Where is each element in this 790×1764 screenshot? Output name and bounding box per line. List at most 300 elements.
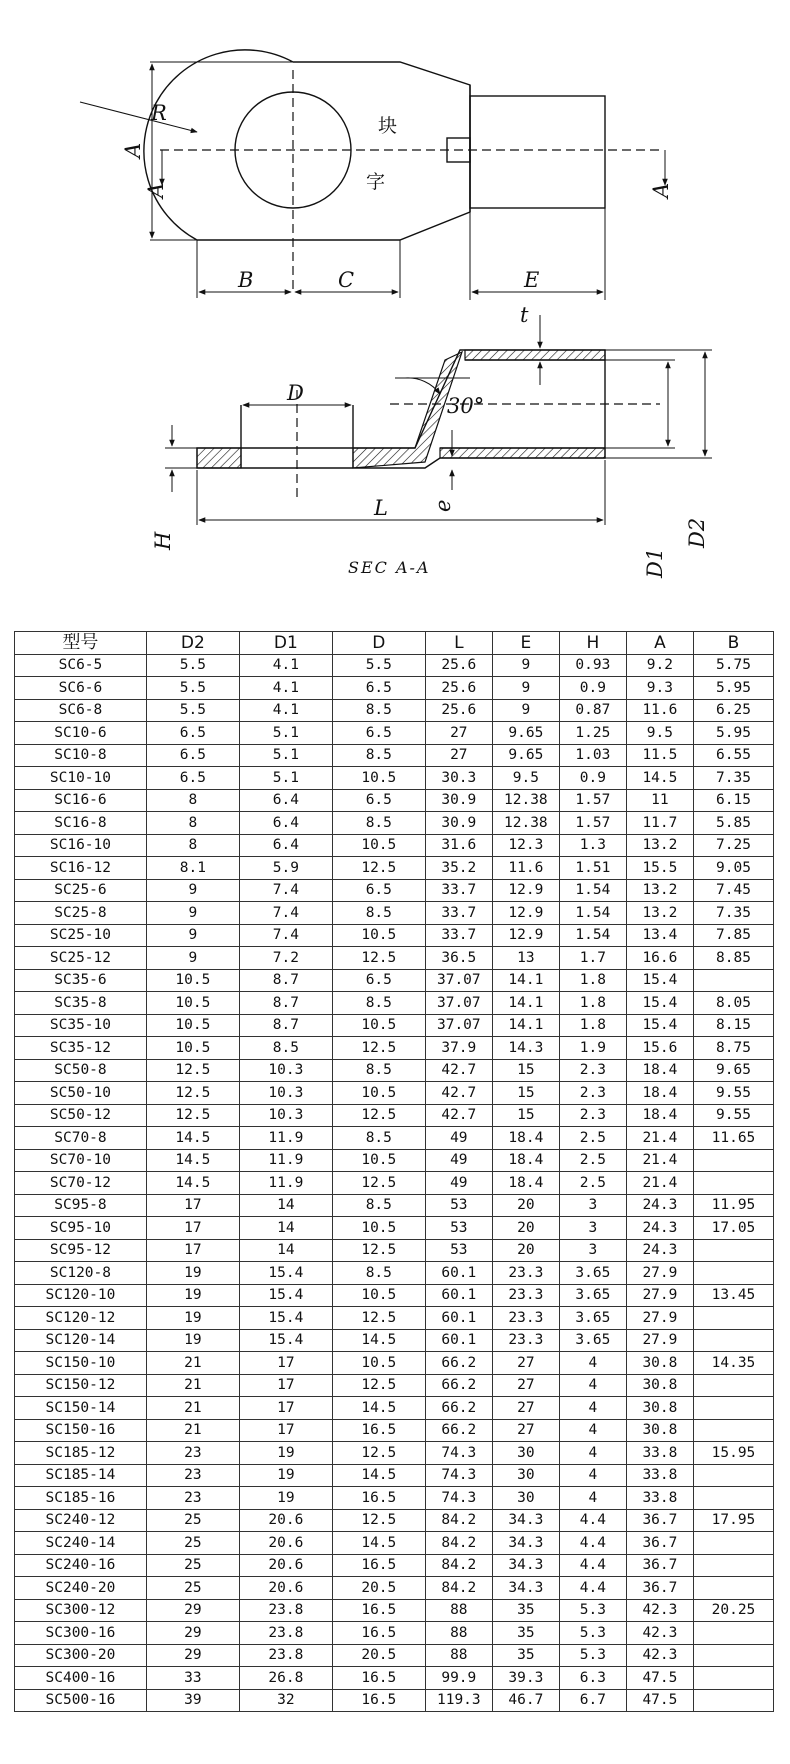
cell-b: 5.95 [693, 722, 773, 745]
cell-d2: 21 [146, 1352, 239, 1375]
cell-d2: 12.5 [146, 1104, 239, 1127]
cell-d2: 8.1 [146, 857, 239, 880]
cell-h: 1.54 [559, 924, 626, 947]
cell-model: SC185-16 [15, 1487, 147, 1510]
cell-d2: 10.5 [146, 992, 239, 1015]
table-row [15, 1554, 774, 1577]
cell-d2: 17 [146, 1217, 239, 1240]
cell-d: 8.5 [332, 1194, 425, 1217]
table-row [15, 1532, 774, 1555]
cell-a: 30.8 [626, 1374, 693, 1397]
cell-model: SC150-16 [15, 1419, 147, 1442]
cell-a: 15.6 [626, 1037, 693, 1060]
cell-l: 88 [425, 1599, 492, 1622]
cell-b: 8.05 [693, 992, 773, 1015]
cell-d1: 14 [239, 1217, 332, 1240]
cell-d2: 39 [146, 1689, 239, 1712]
cell-e: 12.38 [492, 789, 559, 812]
cell-h: 2.3 [559, 1059, 626, 1082]
section-mark-a-left: A [144, 182, 168, 198]
cell-d2: 21 [146, 1397, 239, 1420]
dim-label-b: B [238, 268, 254, 292]
cell-h: 1.54 [559, 902, 626, 925]
cell-d1: 6.4 [239, 834, 332, 857]
cell-a: 36.7 [626, 1509, 693, 1532]
cell-model: SC400-16 [15, 1667, 147, 1690]
cell-model: SC6-6 [15, 677, 147, 700]
cell-b [693, 1667, 773, 1690]
cell-l: 53 [425, 1217, 492, 1240]
dim-label-h: H [151, 531, 175, 550]
cell-e: 20 [492, 1194, 559, 1217]
table-row [15, 1442, 774, 1465]
section-view [151, 303, 712, 579]
cell-a: 9.5 [626, 722, 693, 745]
cell-h: 5.3 [559, 1599, 626, 1622]
cell-h: 3.65 [559, 1284, 626, 1307]
table-row [15, 654, 774, 677]
cell-l: 119.3 [425, 1689, 492, 1712]
cell-d1: 4.1 [239, 699, 332, 722]
table-row [15, 1172, 774, 1195]
cell-b: 5.75 [693, 654, 773, 677]
cell-d: 8.5 [332, 744, 425, 767]
cell-h: 2.5 [559, 1127, 626, 1150]
cell-model: SC300-20 [15, 1644, 147, 1667]
cell-a: 27.9 [626, 1307, 693, 1330]
cell-h: 4 [559, 1487, 626, 1510]
cell-h: 4 [559, 1374, 626, 1397]
cell-model: SC240-16 [15, 1554, 147, 1577]
section-mark-a-right: A [649, 182, 673, 198]
cell-d2: 9 [146, 879, 239, 902]
cell-e: 18.4 [492, 1127, 559, 1150]
cell-a: 47.5 [626, 1667, 693, 1690]
cell-e: 9 [492, 677, 559, 700]
cell-l: 37.07 [425, 1014, 492, 1037]
cell-model: SC185-14 [15, 1464, 147, 1487]
table-row [15, 1599, 774, 1622]
cell-d: 12.5 [332, 1509, 425, 1532]
cell-l: 60.1 [425, 1329, 492, 1352]
cell-d1: 4.1 [239, 654, 332, 677]
table-row [15, 1037, 774, 1060]
cell-d2: 29 [146, 1599, 239, 1622]
cell-l: 25.6 [425, 699, 492, 722]
cell-d: 16.5 [332, 1622, 425, 1645]
table-row [15, 879, 774, 902]
cell-h: 5.3 [559, 1644, 626, 1667]
cell-a: 11.7 [626, 812, 693, 835]
cell-d1: 15.4 [239, 1284, 332, 1307]
cell-d1: 6.4 [239, 812, 332, 835]
cell-e: 18.4 [492, 1172, 559, 1195]
cell-d1: 11.9 [239, 1172, 332, 1195]
cell-l: 42.7 [425, 1059, 492, 1082]
cell-model: SC50-8 [15, 1059, 147, 1082]
table-row [15, 1464, 774, 1487]
table-row [15, 1284, 774, 1307]
cell-e: 9 [492, 654, 559, 677]
cell-h: 1.03 [559, 744, 626, 767]
cell-d: 10.5 [332, 1284, 425, 1307]
cell-d1: 15.4 [239, 1329, 332, 1352]
cell-d1: 4.1 [239, 677, 332, 700]
cell-d2: 5.5 [146, 699, 239, 722]
cell-h: 4 [559, 1464, 626, 1487]
cell-d1: 11.9 [239, 1127, 332, 1150]
cell-b: 9.65 [693, 1059, 773, 1082]
cell-d2: 19 [146, 1329, 239, 1352]
cell-l: 49 [425, 1127, 492, 1150]
cell-d: 10.5 [332, 1014, 425, 1037]
cell-d: 12.5 [332, 1037, 425, 1060]
cell-d: 16.5 [332, 1487, 425, 1510]
cell-h: 3 [559, 1217, 626, 1240]
cell-d2: 17 [146, 1239, 239, 1262]
terminal-lug-drawing [0, 0, 790, 600]
cell-model: SC500-16 [15, 1689, 147, 1712]
cell-d: 5.5 [332, 654, 425, 677]
header-l: L [425, 632, 492, 655]
cell-h: 4.4 [559, 1509, 626, 1532]
cell-e: 35 [492, 1644, 559, 1667]
cell-b [693, 1307, 773, 1330]
stamp-char-1: 字 [366, 171, 386, 193]
cell-b [693, 1554, 773, 1577]
cell-d2: 9 [146, 924, 239, 947]
table-row [15, 767, 774, 790]
table-row [15, 812, 774, 835]
cell-d2: 25 [146, 1554, 239, 1577]
cell-l: 74.3 [425, 1487, 492, 1510]
cell-l: 88 [425, 1644, 492, 1667]
cell-h: 2.5 [559, 1149, 626, 1172]
stamp-char-2: 块 [378, 115, 398, 137]
cell-d: 10.5 [332, 924, 425, 947]
table-row [15, 1149, 774, 1172]
cell-h: 1.8 [559, 992, 626, 1015]
cell-d1: 5.1 [239, 722, 332, 745]
cell-e: 14.1 [492, 969, 559, 992]
cell-model: SC10-8 [15, 744, 147, 767]
cell-d: 6.5 [332, 722, 425, 745]
cell-b: 8.75 [693, 1037, 773, 1060]
cell-e: 9.65 [492, 722, 559, 745]
barrel-wall-top [465, 350, 605, 360]
table-row [15, 1194, 774, 1217]
table-row [15, 1352, 774, 1375]
cell-d: 10.5 [332, 767, 425, 790]
cell-model: SC10-6 [15, 722, 147, 745]
cell-d1: 19 [239, 1464, 332, 1487]
cell-model: SC120-14 [15, 1329, 147, 1352]
cell-e: 27 [492, 1397, 559, 1420]
cell-b: 9.55 [693, 1082, 773, 1105]
cell-e: 15 [492, 1082, 559, 1105]
cell-e: 14.1 [492, 992, 559, 1015]
cell-d2: 10.5 [146, 1037, 239, 1060]
table-row [15, 902, 774, 925]
cell-d2: 14.5 [146, 1127, 239, 1150]
cell-d: 6.5 [332, 677, 425, 700]
header-h: H [559, 632, 626, 655]
cell-h: 2.3 [559, 1104, 626, 1127]
table-row [15, 1622, 774, 1645]
cell-l: 66.2 [425, 1352, 492, 1375]
cell-l: 33.7 [425, 879, 492, 902]
cell-l: 53 [425, 1239, 492, 1262]
cell-e: 23.3 [492, 1307, 559, 1330]
cell-b [693, 1239, 773, 1262]
cell-d1: 23.8 [239, 1644, 332, 1667]
cell-d1: 26.8 [239, 1667, 332, 1690]
cell-l: 66.2 [425, 1374, 492, 1397]
cell-d: 12.5 [332, 857, 425, 880]
cell-e: 12.3 [492, 834, 559, 857]
table-row [15, 969, 774, 992]
cell-a: 30.8 [626, 1419, 693, 1442]
cell-d2: 14.5 [146, 1149, 239, 1172]
cell-h: 1.57 [559, 812, 626, 835]
cell-d2: 14.5 [146, 1172, 239, 1195]
cell-l: 88 [425, 1622, 492, 1645]
dim-label-r: R [151, 101, 167, 125]
cell-e: 20 [492, 1217, 559, 1240]
dim-label-e: E [524, 268, 540, 292]
cell-d1: 8.7 [239, 1014, 332, 1037]
cell-l: 27 [425, 722, 492, 745]
header-a: A [626, 632, 693, 655]
cell-l: 25.6 [425, 654, 492, 677]
cell-b: 13.45 [693, 1284, 773, 1307]
cell-b: 6.55 [693, 744, 773, 767]
cell-d: 8.5 [332, 902, 425, 925]
cell-d1: 7.4 [239, 902, 332, 925]
cell-e: 30 [492, 1487, 559, 1510]
cell-e: 12.9 [492, 879, 559, 902]
cell-d: 12.5 [332, 1374, 425, 1397]
cell-b [693, 1374, 773, 1397]
cell-model: SC300-12 [15, 1599, 147, 1622]
barrel-top [470, 96, 605, 208]
cell-a: 27.9 [626, 1329, 693, 1352]
dim-label-a: A [121, 142, 145, 158]
cell-e: 30 [492, 1464, 559, 1487]
cell-d: 12.5 [332, 1442, 425, 1465]
cell-b: 5.85 [693, 812, 773, 835]
cell-d2: 9 [146, 902, 239, 925]
cell-e: 34.3 [492, 1577, 559, 1600]
table-row [15, 677, 774, 700]
cell-h: 1.25 [559, 722, 626, 745]
table-row [15, 1644, 774, 1667]
cell-d: 14.5 [332, 1532, 425, 1555]
cell-model: SC25-12 [15, 947, 147, 970]
cell-a: 30.8 [626, 1397, 693, 1420]
cell-d2: 17 [146, 1194, 239, 1217]
cell-e: 27 [492, 1419, 559, 1442]
cell-h: 3.65 [559, 1329, 626, 1352]
cell-e: 23.3 [492, 1262, 559, 1285]
cell-d: 8.5 [332, 812, 425, 835]
cell-l: 84.2 [425, 1532, 492, 1555]
palm-left-section [197, 448, 241, 468]
dim-label-l: L [374, 496, 388, 520]
cell-model: SC95-12 [15, 1239, 147, 1262]
cell-d: 12.5 [332, 947, 425, 970]
cell-b [693, 1397, 773, 1420]
cell-d: 10.5 [332, 1217, 425, 1240]
cell-a: 15.5 [626, 857, 693, 880]
table-row [15, 1239, 774, 1262]
table-row [15, 1082, 774, 1105]
cell-d1: 5.9 [239, 857, 332, 880]
cell-d: 6.5 [332, 879, 425, 902]
header-d1: D1 [239, 632, 332, 655]
cell-d1: 10.3 [239, 1082, 332, 1105]
cell-h: 0.9 [559, 767, 626, 790]
cell-b: 15.95 [693, 1442, 773, 1465]
cell-b: 7.35 [693, 767, 773, 790]
cell-d: 16.5 [332, 1599, 425, 1622]
cell-b [693, 1419, 773, 1442]
cell-a: 16.6 [626, 947, 693, 970]
cell-a: 33.8 [626, 1464, 693, 1487]
cell-h: 5.3 [559, 1622, 626, 1645]
cell-d: 16.5 [332, 1667, 425, 1690]
cell-b: 14.35 [693, 1352, 773, 1375]
cell-d: 8.5 [332, 699, 425, 722]
cell-h: 1.8 [559, 969, 626, 992]
cell-a: 18.4 [626, 1082, 693, 1105]
cell-l: 99.9 [425, 1667, 492, 1690]
cell-d1: 23.8 [239, 1622, 332, 1645]
cell-d1: 10.3 [239, 1104, 332, 1127]
table-row [15, 992, 774, 1015]
cell-h: 4.4 [559, 1554, 626, 1577]
cell-b: 11.95 [693, 1194, 773, 1217]
table-row [15, 1014, 774, 1037]
cell-model: SC150-14 [15, 1397, 147, 1420]
cell-d: 14.5 [332, 1397, 425, 1420]
cell-b: 7.85 [693, 924, 773, 947]
cell-e: 34.3 [492, 1509, 559, 1532]
cell-d: 16.5 [332, 1554, 425, 1577]
cell-e: 35 [492, 1599, 559, 1622]
table-row [15, 1329, 774, 1352]
cell-b: 7.45 [693, 879, 773, 902]
cell-l: 49 [425, 1172, 492, 1195]
cell-l: 37.07 [425, 969, 492, 992]
table-row [15, 1374, 774, 1397]
cell-d2: 23 [146, 1442, 239, 1465]
cell-a: 21.4 [626, 1149, 693, 1172]
cell-model: SC185-12 [15, 1442, 147, 1465]
cell-d2: 6.5 [146, 744, 239, 767]
table-row [15, 857, 774, 880]
cell-d: 12.5 [332, 1307, 425, 1330]
cell-b: 20.25 [693, 1599, 773, 1622]
cell-l: 42.7 [425, 1082, 492, 1105]
cell-b: 11.65 [693, 1127, 773, 1150]
cell-model: SC120-10 [15, 1284, 147, 1307]
cell-e: 14.1 [492, 1014, 559, 1037]
cell-h: 6.7 [559, 1689, 626, 1712]
cell-l: 31.6 [425, 834, 492, 857]
cell-b [693, 1622, 773, 1645]
cell-l: 60.1 [425, 1262, 492, 1285]
cell-l: 84.2 [425, 1509, 492, 1532]
cell-d1: 32 [239, 1689, 332, 1712]
cell-b [693, 1644, 773, 1667]
cell-l: 66.2 [425, 1397, 492, 1420]
cell-d1: 17 [239, 1374, 332, 1397]
cell-l: 37.9 [425, 1037, 492, 1060]
table-row [15, 1487, 774, 1510]
cell-d2: 6.5 [146, 767, 239, 790]
cell-d2: 25 [146, 1577, 239, 1600]
cell-d1: 8.7 [239, 969, 332, 992]
cell-d2: 19 [146, 1262, 239, 1285]
table-row [15, 789, 774, 812]
cell-l: 74.3 [425, 1442, 492, 1465]
cell-model: SC95-10 [15, 1217, 147, 1240]
cell-b [693, 1577, 773, 1600]
cell-model: SC70-12 [15, 1172, 147, 1195]
cell-l: 74.3 [425, 1464, 492, 1487]
cell-d1: 5.1 [239, 744, 332, 767]
cell-model: SC70-10 [15, 1149, 147, 1172]
cell-l: 30.9 [425, 789, 492, 812]
cell-b [693, 1464, 773, 1487]
table-row [15, 947, 774, 970]
cell-a: 24.3 [626, 1239, 693, 1262]
cell-e: 20 [492, 1239, 559, 1262]
dim-label-d: D [287, 381, 304, 405]
cell-model: SC35-10 [15, 1014, 147, 1037]
table-row [15, 699, 774, 722]
spec-table-body [15, 654, 774, 1712]
cell-e: 9.5 [492, 767, 559, 790]
cell-d1: 17 [239, 1397, 332, 1420]
table-row [15, 1397, 774, 1420]
header-b: B [693, 632, 773, 655]
cell-l: 84.2 [425, 1554, 492, 1577]
cell-d2: 10.5 [146, 969, 239, 992]
cell-model: SC240-12 [15, 1509, 147, 1532]
cell-l: 30.3 [425, 767, 492, 790]
cell-d: 12.5 [332, 1104, 425, 1127]
cell-l: 60.1 [425, 1307, 492, 1330]
cell-d2: 21 [146, 1419, 239, 1442]
dim-label-c: C [338, 268, 355, 292]
cell-d2: 19 [146, 1284, 239, 1307]
cell-a: 42.3 [626, 1622, 693, 1645]
cell-d2: 33 [146, 1667, 239, 1690]
cell-h: 2.5 [559, 1172, 626, 1195]
cell-model: SC50-10 [15, 1082, 147, 1105]
table-row [15, 744, 774, 767]
cell-h: 0.87 [559, 699, 626, 722]
cell-b: 5.95 [693, 677, 773, 700]
cell-a: 30.8 [626, 1352, 693, 1375]
cell-l: 37.07 [425, 992, 492, 1015]
cell-d1: 20.6 [239, 1554, 332, 1577]
cell-e: 11.6 [492, 857, 559, 880]
cell-h: 4 [559, 1397, 626, 1420]
cell-e: 34.3 [492, 1532, 559, 1555]
